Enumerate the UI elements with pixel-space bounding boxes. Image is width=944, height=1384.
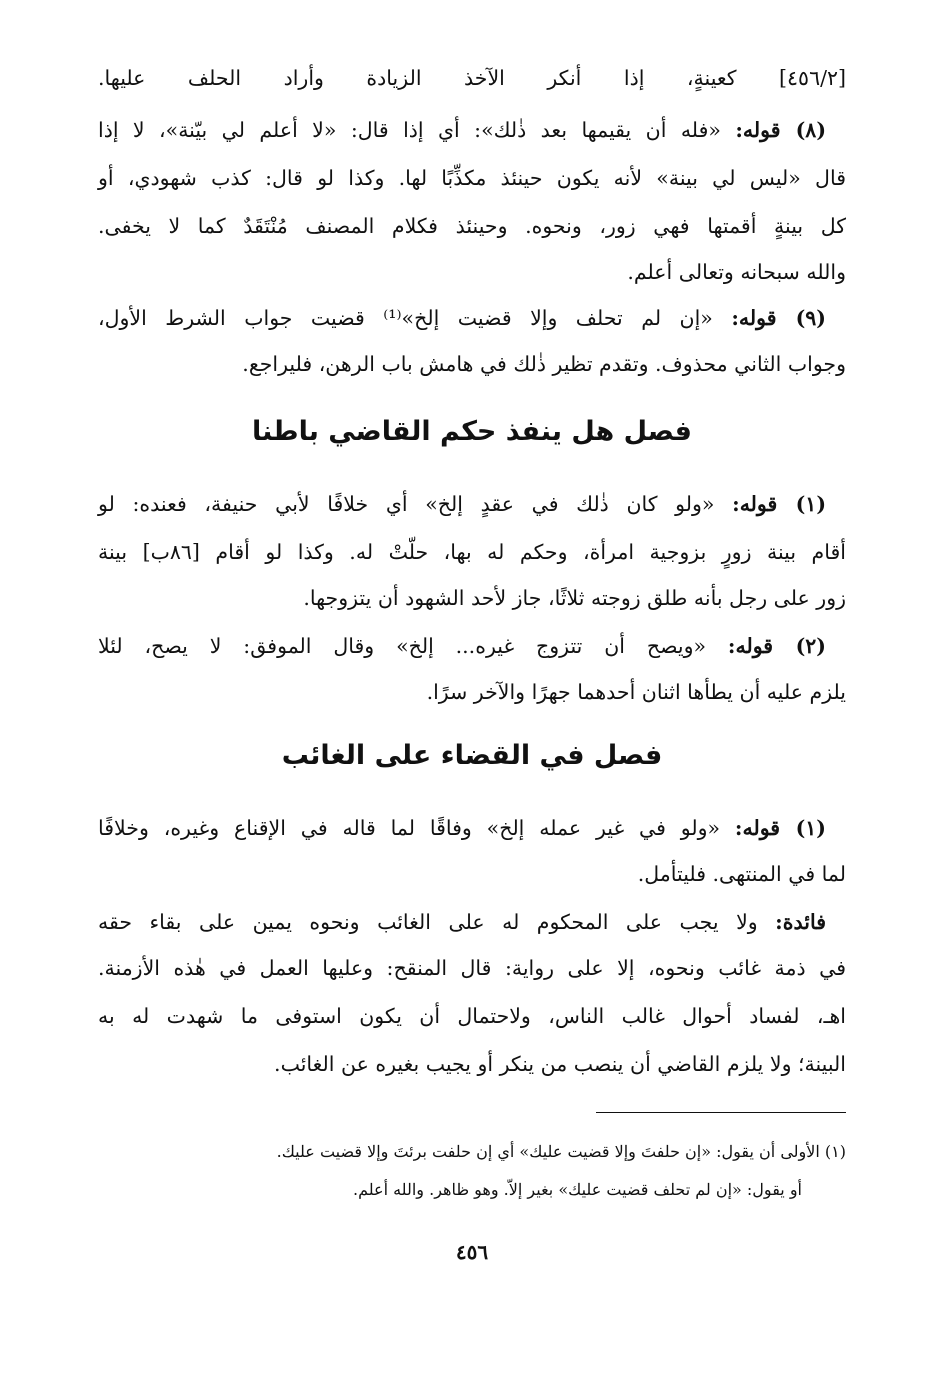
- page-number: ٤٥٦: [455, 1240, 489, 1264]
- footnote-separator: [596, 1112, 846, 1113]
- body-line: [٤٥٦/٢] كعينةٍ، إذا أنكر الآخذ الزيادة وأراد الحلف عليها.: [98, 66, 846, 90]
- body-line: (١) قوله: «ولو كان ذٰلك في عقدٍ إلخ» أي خلافًا لأبي حنيفة، فعنده: لو: [98, 492, 827, 516]
- body-line: البينة؛ ولا يلزم القاضي أن ينصب من ينكر أو يجيب بغيره عن الغائب.: [274, 1052, 846, 1076]
- footnote-line: (١) الأولى أن يقول: «إن حلفتَ وإلا قضيت عليك» أي إن حلفت برئتَ وإلا قضيت عليك.: [276, 1142, 846, 1161]
- body-line: يلزم عليه أن يطأها اثنان أحدهما جهرًا والآخر سرًا.: [426, 680, 846, 704]
- body-line: قال «ليس لي بينة» لأنه يكون حينئذ مكذِّبًا لها. وكذا لو قال: كذب شهودي، أو: [98, 166, 846, 190]
- line-label: (٢) قوله:: [727, 634, 826, 658]
- section-heading: فصل في القضاء على الغائب: [281, 740, 663, 771]
- body-line: (٨) قوله: «فله أن يقيمها بعد ذٰلك»: أي إذا قال: «لا أعلم لي بيّنة»، لا إذا: [98, 118, 827, 142]
- body-line: أقام بينة زورٍ بزوجية امرأة، وحكم له بها، حلّتْ له. وكذا لو أقام [٨٦ب] بينة: [98, 540, 846, 564]
- section-heading: فصل هل ينفذ حكم القاضي باطنا: [252, 416, 692, 447]
- body-line: كل بينةٍ أقمتها فهي زور، ونحوه. وحينئذ فكلام المصنف مُنْتَقَدٌ كما لا يخفى.: [98, 214, 846, 238]
- body-line: والله سبحانه وتعالى أعلم.: [627, 260, 846, 284]
- body-line: اهـ، لفساد أحوال غالب الناس، ولاحتمال أن يكون استوفى ما شهدت له به: [98, 1004, 846, 1028]
- line-label: (١) قوله:: [732, 492, 827, 516]
- footnote-line: أو يقول: «إن لم تحلف قضيت عليك» بغير إلاّ. وهو ظاهر. والله أعلم.: [352, 1180, 802, 1199]
- line-label: (٩) قوله:: [731, 306, 826, 330]
- body-line: (١) قوله: «ولو في غير عمله إلخ» وفاقًا لما قاله في الإقناع وغيره، وخلافًا: [98, 816, 826, 840]
- line-label: (٨) قوله:: [735, 118, 827, 142]
- body-line: (٩) قوله: «إن لم تحلف وإلا قضيت إلخ»⁽¹⁾ قضيت جواب الشرط الأول،: [98, 306, 826, 330]
- body-line: زور على رجل بأنه طلق زوجته ثلاثًا، جاز لأحد الشهود أن يتزوجها.: [303, 586, 846, 610]
- line-label: فائدة:: [775, 910, 826, 934]
- body-line: وجواب الثاني محذوف. وتقدم تظير ذٰلك في هامش باب الرهن، فليراجع.: [242, 352, 846, 376]
- body-line: لما في المنتهى. فليتأمل.: [637, 862, 846, 886]
- body-line: (٢) قوله: «ويصح أن تتزوج غيره... إلخ» وقال الموفق: لا يصح، لئلا: [98, 634, 826, 658]
- body-line: فائدة: ولا يجب على المحكوم له على الغائب ونحوه يمين على بقاء حقه: [98, 910, 826, 934]
- line-label: (١) قوله:: [734, 816, 826, 840]
- body-line: في ذمة غائب ونحوه، إلا على رواية: قال المنقح: وعليها العمل في هٰذه الأزمنة.: [98, 956, 846, 980]
